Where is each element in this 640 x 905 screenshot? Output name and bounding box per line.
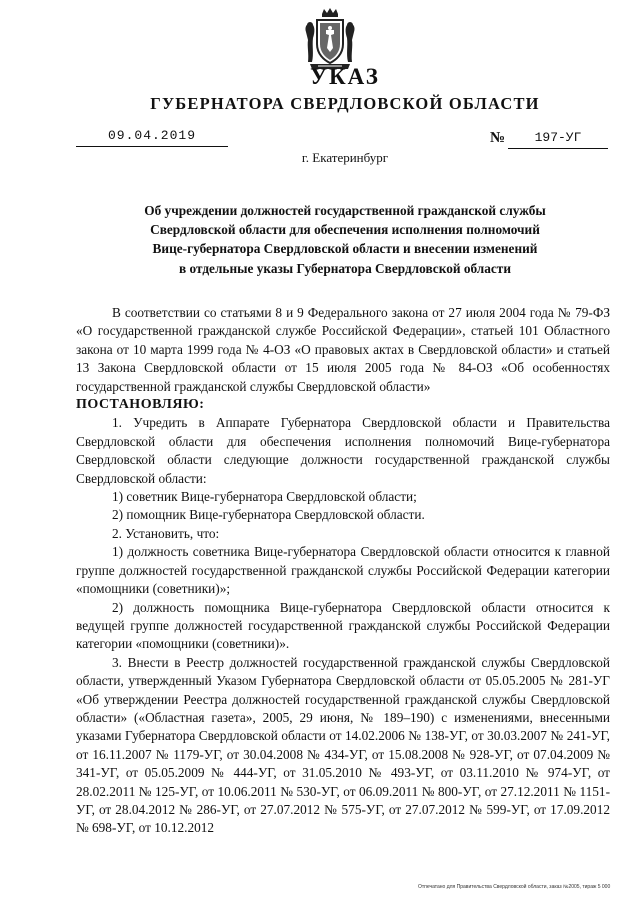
sverdlovsk-coat-of-arms-icon [300,8,360,72]
heading-line: Свердловской области для обеспечения исполнения полномочий [150,222,540,238]
postanovlyayu-heading: ПОСТАНОВЛЯЮ: [76,397,205,413]
item-1-subitem-1: 1) советник Вице-губернатора Свердловской области; [112,489,417,505]
decree-body [76,304,610,838]
number-sign: № [490,130,506,146]
item-1-subitem-2: 2) помощник Вице-губернатора Свердловской области. [112,507,425,523]
heading-line: в отдельные указы Губернатора Свердловской области [178,260,511,276]
item-3-paragraph: 3. Внести в Реестр должностей государственной гражданской службы Свердловской области, утвержденный Указом Губернатора Свердловской области от 05.05.2005 № 281-УГ «Об утверждении Реестра должностей государственной гражданской службы Свердловской области» («Областная газета», 2005, 29 июня, № 189–190) с изменениями, внесенными указами Губернатора Свердловской области от 14.02.2006 № 138-УГ, от 30.03.2007 № 241-УГ, от 16.11.2007 № 1179-УГ, от 30.04.2008 № 434-УГ, от 15.08.2008 № 928-УГ, от 07.04.2009 № 341-УГ, от 05.05.2009 № 444-УГ, от 31.05.2010 № 493-УГ, от 03.11.2010 № 974-УГ, от 28.02.2011 № 125-УГ, от 10.06.2011 № 530-УГ, от 06.09.2011 № 800-УГ, от 27.12.2011 № 1151-УГ, от 28.04.2012 № 286-УГ, от 27.07.2012 № 575-УГ, от 27.07.2012 № 599-УГ, от 17.09.2012 № 698-УГ, от 10.12.2012 [76,654,610,836]
item-2-subitem-2: 2) должность помощника Вице-губернатора Свердловской области относится к ведущей группе должностей государственной гражданской службы Российской Федерации категории «помощники (советники)». [76,599,610,652]
item-1-paragraph: 1. Учредить в Аппарате Губернатора Свердловской области и Правительства Свердловской области для обеспечения исполнения полномочий Вице-губернатора Свердловской области следующие должности государственной гражданской службы Свердловской области: [76,415,610,486]
heading-line: Вице-губернатора Свердловской области и внесении изменений [152,241,538,257]
decree-title: УКАЗ [310,64,380,89]
print-footer-note: Отпечатано для Правительства Свердловской области, заказ №2005, тираж 5 000 [418,884,611,890]
decree-date: 09.04.2019 [76,128,228,147]
decree-subtitle: ГУБЕРНАТОРА СВЕРДЛОВСКОЙ ОБЛАСТИ [150,94,540,113]
item-2-subitem-1: 1) должность советника Вице-губернатора Свердловской области относится к главной группе должностей государственной гражданской службы Российской Федерации категории «помощники (советники)»; [76,544,610,597]
preamble-paragraph: В соответствии со статьями 8 и 9 Федерального закона от 27 июля 2004 года № 79-ФЗ «О государственной гражданской службе Российской Федерации», статьей 101 Областного закона от 10 марта 1999 года № 4-ОЗ «О правовых актах в Свердловской области» и статьей 13 Закона Свердловской области от 15 июля 2005 года № 84-ОЗ «Об особенностях государственной гражданской службы Свердловской области» [76,305,610,394]
decree-number: 197-УГ [508,130,608,149]
item-2-paragraph: 2. Установить, что: [112,525,220,541]
heading-line: Об учреждении должностей государственной гражданской службы [144,203,546,218]
city-name: г. Екатеринбург [301,150,389,165]
document-heading [76,201,614,278]
